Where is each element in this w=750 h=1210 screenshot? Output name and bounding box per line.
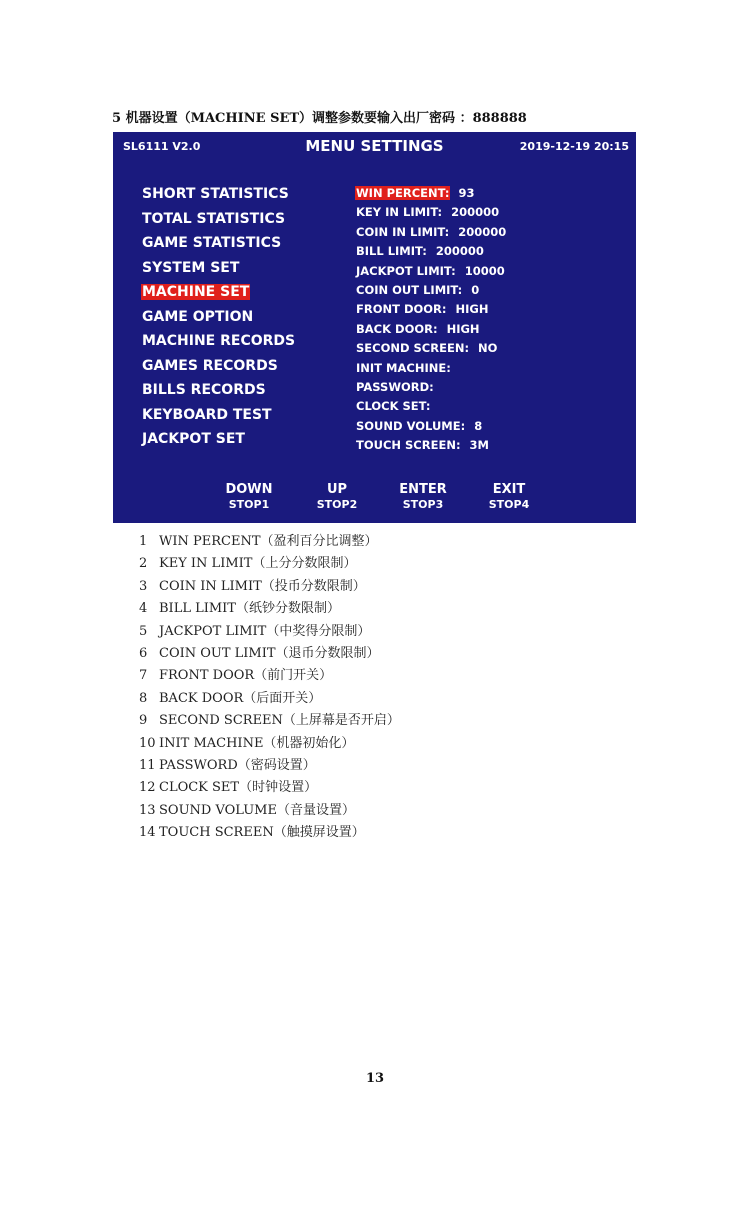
date-time: 2019-12-19 20:15 (519, 140, 629, 153)
menu-item-game-statistics[interactable]: GAME STATISTICS (142, 235, 282, 251)
list-item: 4 BILL LIMIT（纸钞分数限制） (139, 601, 340, 617)
settings-list (355, 186, 506, 457)
setting-label: KEY IN LIMIT: (356, 205, 443, 220)
setting-bill-limit[interactable] (355, 244, 506, 263)
screen-title: MENU SETTINGS (305, 137, 444, 155)
settings-explanation-list (139, 533, 400, 846)
setting-jackpot-limit[interactable] (355, 264, 506, 283)
setting-password[interactable] (355, 380, 506, 399)
setting-coin-out-limit[interactable] (355, 283, 506, 302)
setting-sound-volume[interactable] (355, 419, 506, 438)
list-item: 6 COIN OUT LIMIT（退币分数限制） (139, 645, 380, 661)
section-heading: 5 机器设置（MACHINE SET）调整参数要输入出厂密码 ：888888 (112, 111, 527, 126)
list-item: 8 BACK DOOR（后面开关） (139, 690, 322, 706)
menu-settings-screen (113, 132, 636, 523)
setting-value: 93 (458, 186, 475, 200)
setting-coin-in-limit[interactable] (355, 225, 506, 244)
selected-menu-highlight: MACHINE SET (142, 284, 250, 300)
setting-front-door[interactable] (355, 302, 506, 321)
setting-back-door[interactable] (355, 322, 506, 341)
menu-item-keyboard-test[interactable]: KEYBOARD TEST (142, 406, 272, 423)
setting-value: HIGH (446, 321, 480, 336)
exit-button[interactable]: EXIT STOP4 (488, 482, 530, 511)
setting-value: 8 (474, 418, 483, 433)
list-item: 12 CLOCK SET（时钟设置） (139, 780, 318, 796)
setting-value: 0 (471, 282, 480, 297)
menu-item-bills-records[interactable]: BILLS RECORDS (142, 382, 266, 398)
list-item: 11 PASSWORD（密码设置） (139, 757, 316, 773)
setting-value: HIGH (455, 302, 489, 317)
setting-label: CLOCK SET: (356, 399, 431, 414)
model-version: SL6111 V2.0 (123, 140, 201, 153)
list-item: 7 FRONT DOOR（前门开关） (139, 668, 333, 684)
setting-value: 200000 (435, 244, 484, 259)
up-button[interactable]: UP STOP2 (316, 482, 358, 511)
setting-win-percent[interactable] (355, 186, 506, 205)
setting-value: 3M (469, 438, 489, 453)
setting-second-screen[interactable] (355, 341, 506, 360)
list-item: 9 SECOND SCREEN（上屏幕是否开启） (139, 713, 400, 729)
list-item: 10 INIT MACHINE（机器初始化） (139, 735, 355, 751)
list-item: 1 WIN PERCENT（盈利百分比调整） (139, 534, 378, 549)
setting-label: BILL LIMIT: (356, 244, 427, 259)
menu-item-machine-set[interactable] (141, 283, 296, 308)
setting-label: JACKPOT LIMIT: (356, 263, 456, 278)
setting-label: SOUND VOLUME: (356, 418, 466, 433)
list-item: 2 KEY IN LIMIT（上分分数限制） (139, 556, 357, 572)
list-item: 3 COIN IN LIMIT（投币分数限制） (139, 578, 366, 594)
setting-key-in-limit[interactable] (355, 205, 506, 224)
setting-label: COIN OUT LIMIT: (356, 282, 463, 297)
setting-label: SECOND SCREEN: (356, 341, 470, 356)
enter-button[interactable]: ENTER STOP3 (399, 482, 447, 511)
menu-item-short-statistics[interactable]: SHORT STATISTICS (142, 186, 289, 202)
setting-label: TOUCH SCREEN: (356, 438, 461, 453)
list-item: 13 SOUND VOLUME（音量设置） (139, 802, 355, 818)
menu-list (141, 185, 296, 455)
menu-item-jackpot-set[interactable]: JACKPOT SET (142, 431, 245, 447)
setting-label: FRONT DOOR: (356, 302, 447, 317)
setting-init-machine[interactable] (355, 361, 506, 380)
setting-clock-set[interactable] (355, 399, 506, 418)
setting-value: 10000 (464, 263, 505, 278)
list-item: 14 TOUCH SCREEN（触摸屏设置） (139, 825, 365, 841)
menu-item-total-statistics[interactable]: TOTAL STATISTICS (142, 210, 286, 227)
setting-label: COIN IN LIMIT: (356, 224, 450, 239)
setting-label: BACK DOOR: (356, 321, 438, 336)
list-item: 5 JACKPOT LIMIT（中奖得分限制） (139, 623, 371, 639)
setting-touch-screen[interactable] (355, 438, 506, 457)
setting-label: PASSWORD: (356, 379, 434, 394)
setting-value: 200000 (458, 224, 507, 239)
menu-item-game-option[interactable]: GAME OPTION (142, 308, 254, 325)
down-button[interactable]: DOWN STOP1 (225, 482, 273, 511)
setting-value: 200000 (451, 205, 500, 220)
page-number: 13 (365, 1071, 385, 1086)
setting-label: WIN PERCENT: (356, 186, 450, 200)
menu-item-games-records[interactable]: GAMES RECORDS (142, 357, 278, 374)
setting-value: NO (478, 341, 498, 356)
menu-item-machine-records[interactable]: MACHINE RECORDS (142, 333, 296, 349)
menu-item-system-set[interactable]: SYSTEM SET (142, 259, 240, 276)
setting-label: INIT MACHINE: (356, 360, 451, 375)
